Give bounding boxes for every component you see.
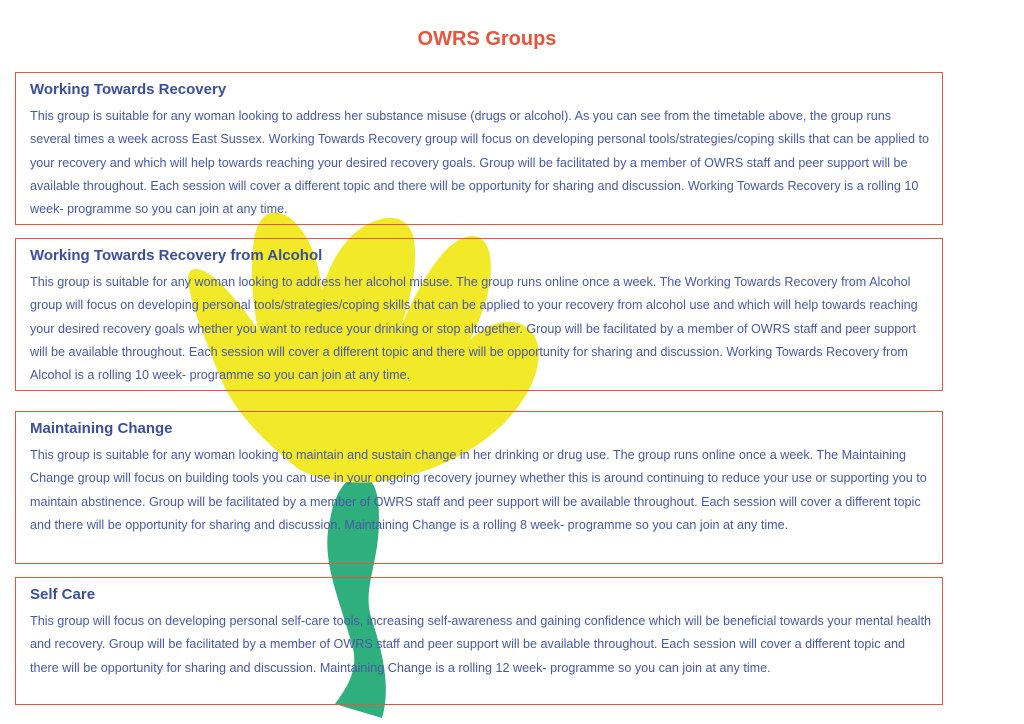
group-card-working-towards-recovery-alcohol <box>15 238 943 391</box>
group-title: Self Care <box>30 586 96 603</box>
group-card-maintaining-change <box>15 411 943 564</box>
group-title: Working Towards Recovery from Alcohol <box>30 247 323 264</box>
group-title: Working Towards Recovery <box>30 81 227 98</box>
page-title: OWRS Groups <box>417 28 557 50</box>
group-description: This group is suitable for any woman looking to address her alcohol misuse. The group runs online once a week. The Working Towards Recovery from Alcohol group will focus on developing personal tools/strategies/coping skills that can be applied to your recovery from alcohol use and which will help towards reaching your desired recovery goals whether you want to reduce your drinking or stop altogether. Group will be facilitated by a member of OWRS staff and peer support will be available throughout. Each session will cover a different topic and there will be opportunity for sharing and discussion. Working Towards Recovery from Alcohol is a rolling 10 week- programme so you can join at any time. <box>30 275 918 383</box>
group-title: Maintaining Change <box>30 420 173 437</box>
group-description: This group is suitable for any woman looking to maintain and sustain change in her drinking or drug use. The group runs online once a week. The Maintaining Change group will focus on building tools you can use in your ongoing recovery journey whether this is around continuing to reduce your use or supporting you to maintain abstinence. Group will be facilitated by a member of OWRS staff and peer support will be available throughout. Each session will cover a different topic and there will be opportunity for sharing and discussion. Maintaining Change is a rolling 8 week- programme so you can join at any time. <box>30 448 927 532</box>
group-card-working-towards-recovery <box>15 72 943 225</box>
group-description: This group is suitable for any woman looking to address her substance misuse (drugs or alcohol). As you can see from the timetable above, the group runs several times a week across East Sussex. Working Towards Recovery group will focus on developing personal tools/strategies/coping skills that can be applied to your recovery and which will help towards reaching your desired recovery goals. Group will be facilitated by a member of OWRS staff and peer support will be available throughout. Each session will cover a different topic and there will be opportunity for sharing and discussion. Working Towards Recovery is a rolling 10 week- programme so you can join at any time. <box>30 109 930 217</box>
group-card-self-care <box>15 577 943 705</box>
group-description: This group will focus on developing personal self-care tools, increasing self-awareness and gaining confidence which will be beneficial towards your mental health and recovery. Group will be facilitated by a member of OWRS staff and peer support will be available throughout. Each session will cover a different topic and there will be opportunity for sharing and discussion. Maintaining Change is a rolling 12 week- programme so you can join at any time. <box>30 614 931 675</box>
